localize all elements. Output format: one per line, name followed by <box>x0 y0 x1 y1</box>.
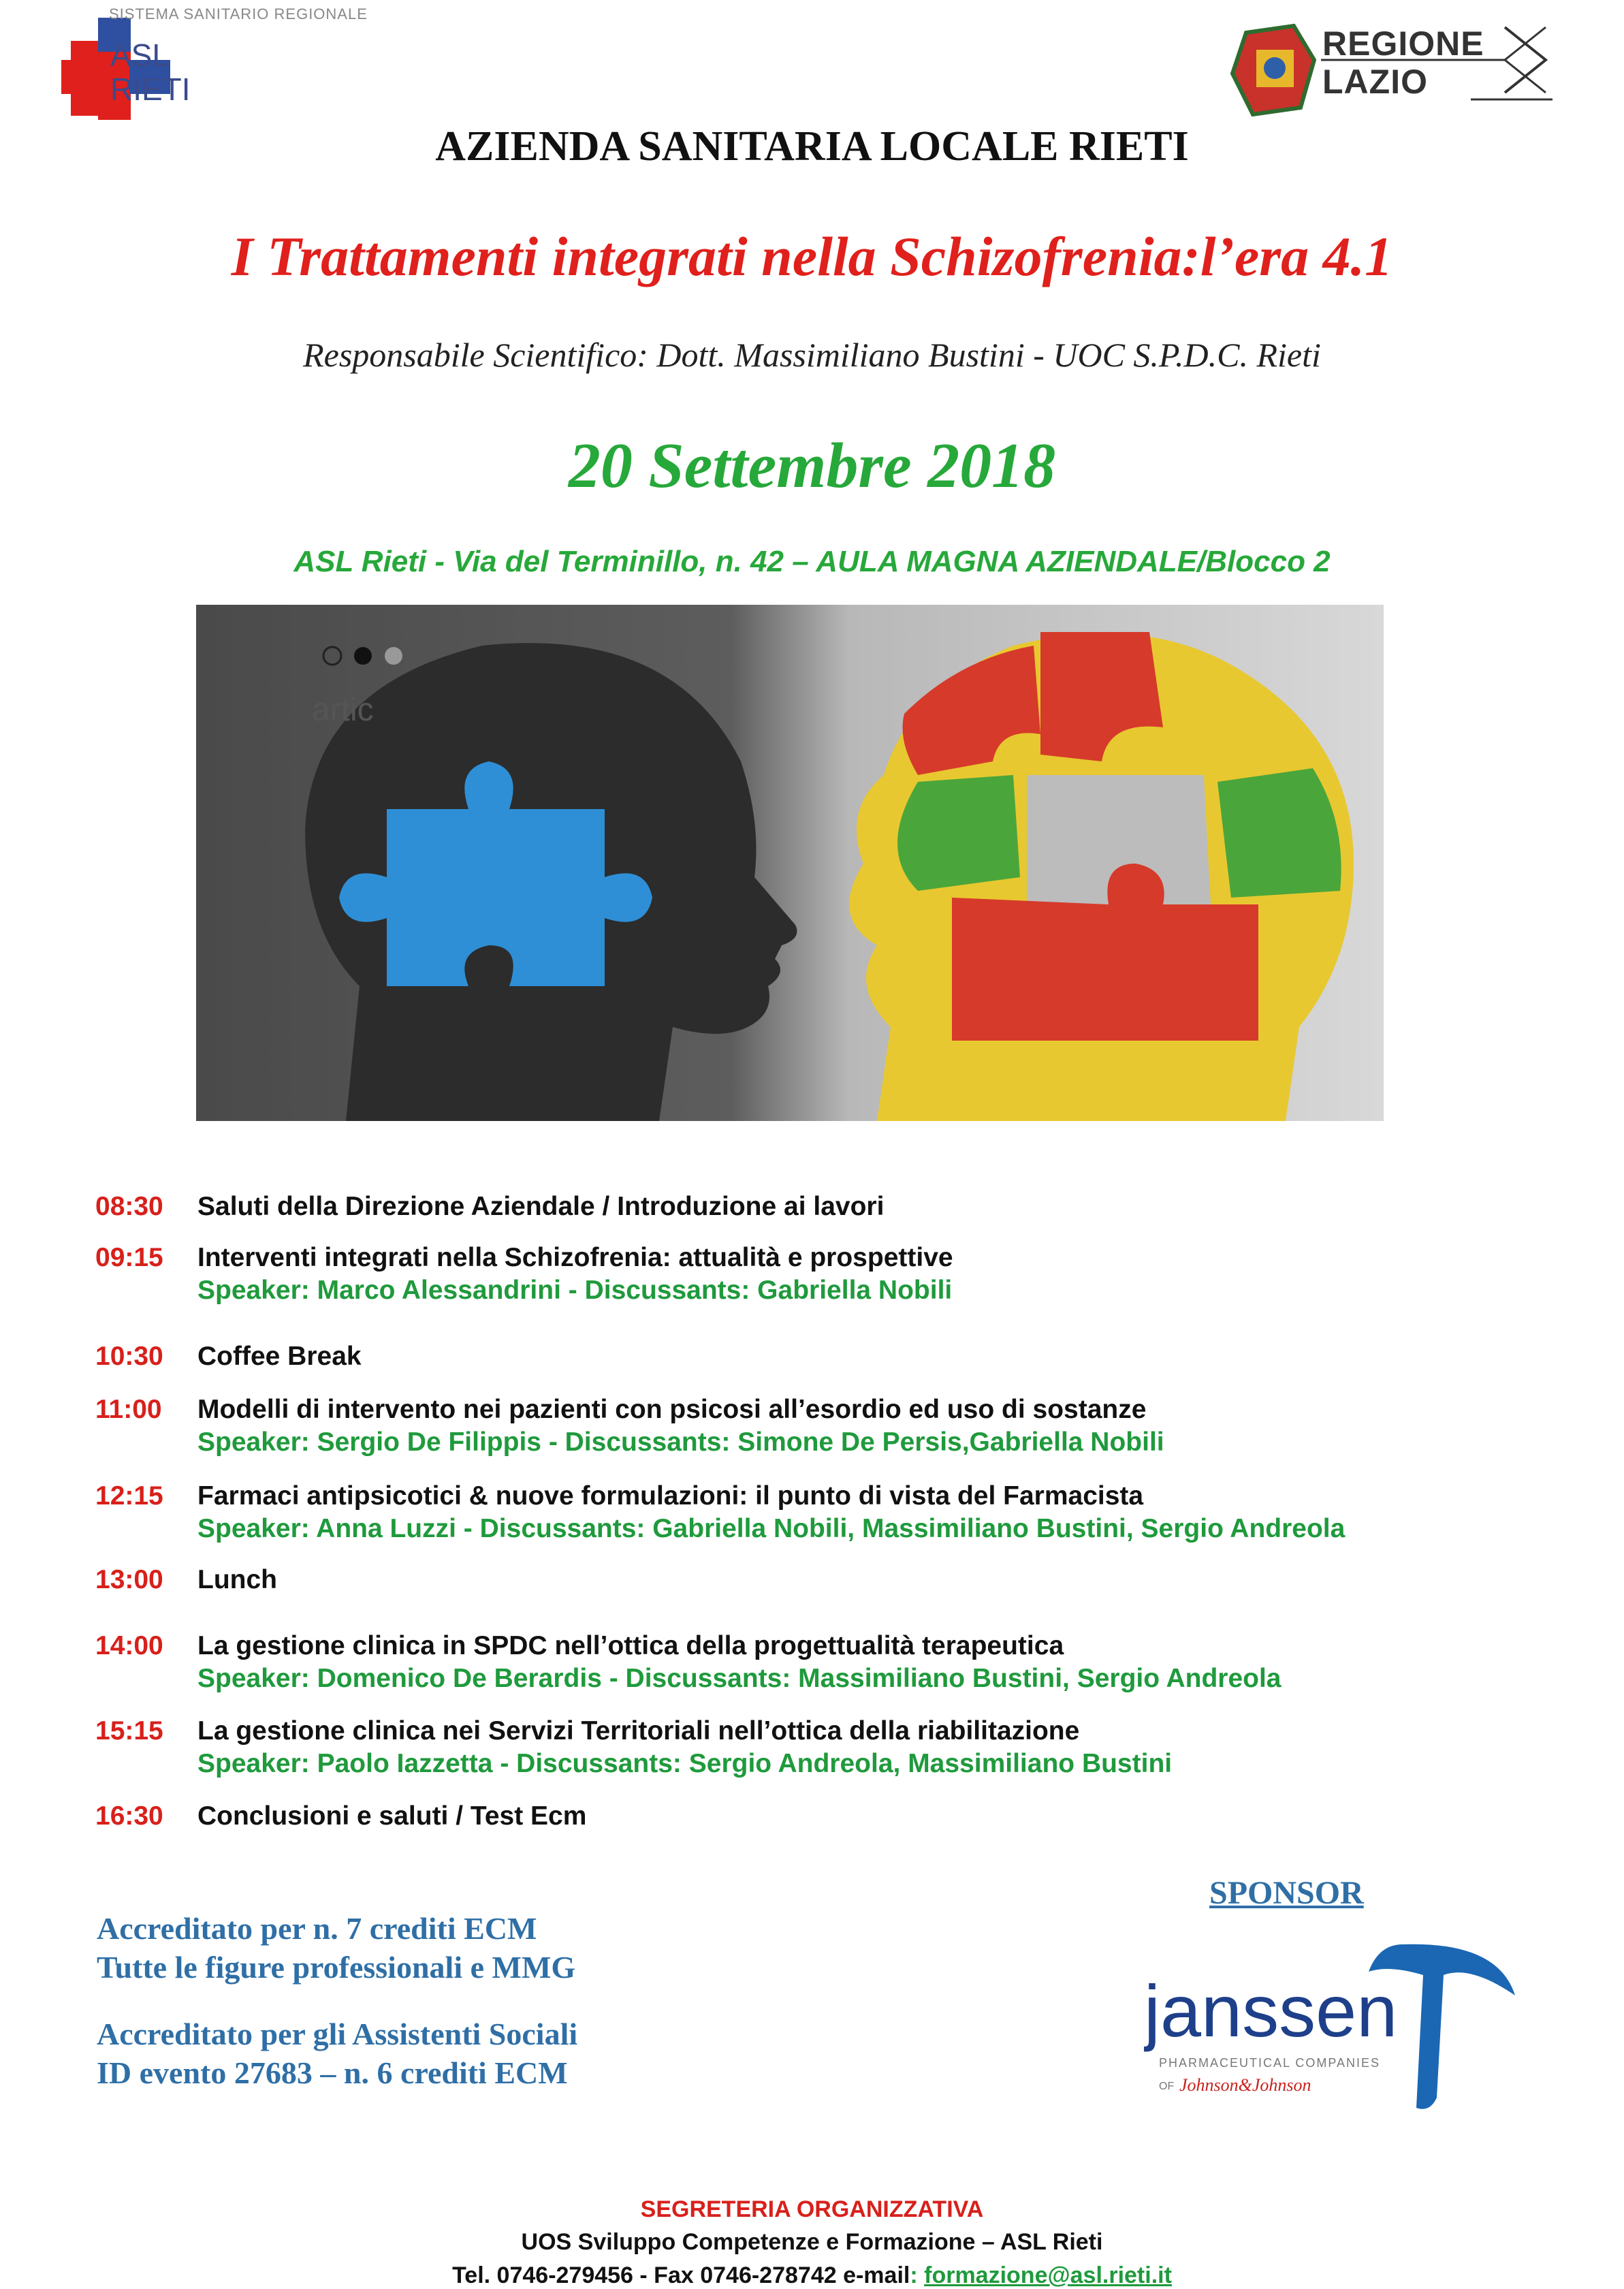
janssen-logo <box>1144 1934 1525 2118</box>
sponsor-title: SPONSOR <box>1209 1875 1364 1911</box>
asl-logo-line2: RIETI <box>110 72 191 107</box>
puzzle-heads-image <box>196 605 1384 1121</box>
credits-line: Accreditato per gli Assistenti Sociali <box>97 2017 578 2051</box>
program-title: Conclusioni e saluti / Test Ecm <box>197 1801 587 1831</box>
program-time: 13:00 <box>95 1565 163 1594</box>
janssen-of-label: OF <box>1159 2081 1175 2092</box>
organization-title: AZIENDA SANITARIA LOCALE RIETI <box>435 123 1189 170</box>
image-watermark: artic <box>312 692 374 728</box>
footer-colon: : <box>910 2262 925 2288</box>
program-speaker: Speaker: Domenico De Berardis - Discussants: Massimiliano Bustini, Sergio Andreola <box>197 1664 1281 1693</box>
scientific-responsible: Responsabile Scientifico: Dott. Massimiliano Bustini - UOC S.P.D.C. Rieti <box>303 336 1321 374</box>
janssen-wordmark: janssen <box>1144 1970 1398 2052</box>
lazio-line2: LAZIO <box>1322 63 1428 101</box>
footer-phone-fax: Tel. 0746-279456 - Fax 0746-278742 e-mail <box>452 2262 910 2288</box>
program-time: 12:15 <box>95 1481 163 1511</box>
event-title: I Trattamenti integrati nella Schizofrenia:l’era 4.1 <box>231 225 1393 287</box>
program-time: 09:15 <box>95 1243 163 1272</box>
program-time: 16:30 <box>95 1801 163 1831</box>
program-speaker: Speaker: Anna Luzzi - Discussants: Gabriella Nobili, Massimiliano Bustini, Sergio Andreola <box>197 1514 1346 1543</box>
asl-logo-line1: ASL <box>110 37 170 73</box>
footer-email-link[interactable]: formazione@asl.rieti.it <box>924 2262 1172 2288</box>
program-time: 10:30 <box>95 1342 163 1371</box>
program-time: 11:00 <box>95 1395 162 1424</box>
janssen-tagline: PHARMACEUTICAL COMPANIES <box>1159 2056 1381 2070</box>
footer-title: SEGRETERIA ORGANIZZATIVA <box>640 2196 984 2222</box>
program-title: Saluti della Direzione Aziendale / Introduzione ai lavori <box>197 1192 885 1221</box>
credits-line: ID evento 27683 – n. 6 crediti ECM <box>97 2055 568 2090</box>
footer-subtitle: UOS Sviluppo Competenze e Formazione – ASL Rieti <box>521 2229 1103 2255</box>
asl-logo-text <box>110 38 191 106</box>
program-title: Modelli di intervento nei pazienti con psicosi all’esordio ed uso di sostanze <box>197 1395 1147 1424</box>
program-time: 08:30 <box>95 1192 163 1221</box>
credits-line: Accreditato per n. 7 crediti ECM <box>97 1911 537 1946</box>
program-speaker: Speaker: Marco Alessandrini - Discussants: Gabriella Nobili <box>197 1276 953 1305</box>
event-venue: ASL Rieti - Via del Terminillo, n. 42 – AULA MAGNA AZIENDALE/Blocco 2 <box>293 545 1331 578</box>
program-title: Farmaci antipsicotici & nuove formulazioni: il punto di vista del Farmacista <box>197 1481 1144 1511</box>
program-title: La gestione clinica in SPDC nell’ottica della progettualità terapeutica <box>197 1631 1064 1660</box>
puzzle-heads-illustration <box>196 605 1384 1121</box>
program-time: 14:00 <box>95 1631 163 1660</box>
asl-system-label: SISTEMA SANITARIO REGIONALE <box>109 5 368 22</box>
program-title: Lunch <box>197 1565 277 1594</box>
credits-line: Tutte le figure professionali e MMG <box>97 1950 576 1985</box>
lazio-line1: REGIONE <box>1322 25 1484 63</box>
event-date: 20 Settembre 2018 <box>568 430 1056 501</box>
program-title: Interventi integrati nella Schizofrenia: attualità e prospettive <box>197 1243 953 1272</box>
janssen-swoosh-icon <box>1144 1934 1525 2118</box>
program-title: Coffee Break <box>197 1342 362 1371</box>
program-speaker: Speaker: Paolo Iazzetta - Discussants: Sergio Andreola, Massimiliano Bustini <box>197 1749 1173 1778</box>
program-time: 15:15 <box>95 1716 163 1746</box>
program-title: La gestione clinica nei Servizi Territoriali nell’ottica della riabilitazione <box>197 1716 1080 1746</box>
johnson-johnson-wordmark: Johnson&Johnson <box>1179 2075 1311 2095</box>
footer-contacts <box>0 2262 1624 2289</box>
program-speaker: Speaker: Sergio De Filippis - Discussants: Simone De Persis,Gabriella Nobili <box>197 1427 1164 1457</box>
regione-lazio-text <box>1322 25 1484 101</box>
